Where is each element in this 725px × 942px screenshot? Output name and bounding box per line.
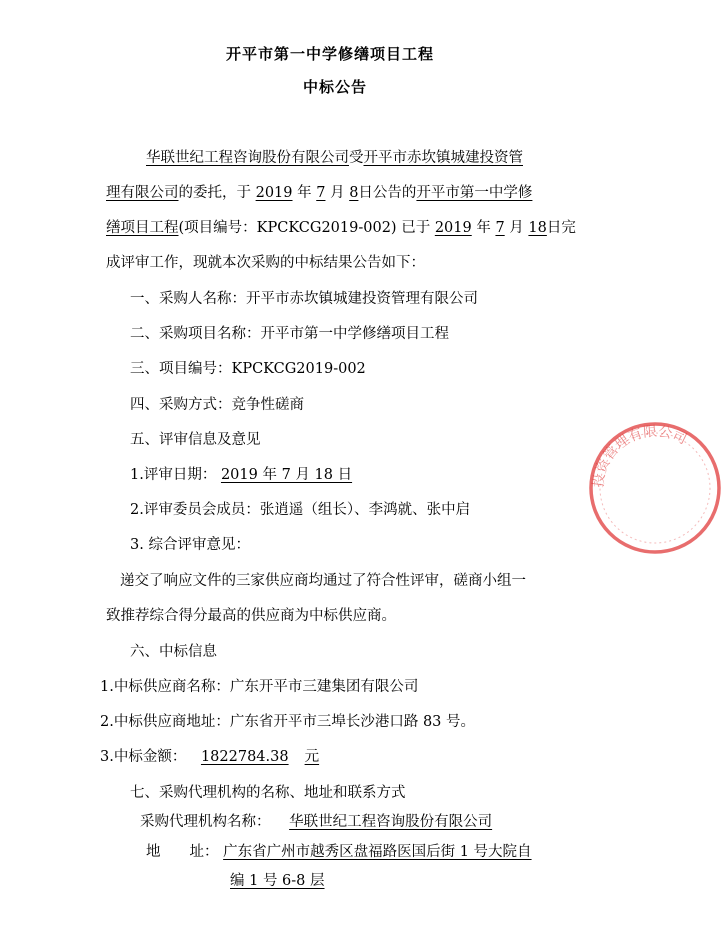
month-char: 月 — [330, 185, 345, 201]
review-date — [130, 465, 352, 485]
winning-amount-unit: 元 — [304, 749, 320, 765]
section-1: 一、采购人名称：开平市赤坎镇城建投资管理有限公司 — [130, 291, 478, 307]
done-day: 18 — [528, 220, 547, 236]
winner-name: 1.中标供应商名称：广东开平市三建集团有限公司 — [100, 679, 419, 695]
section-7: 七、采购代理机构的名称、地址和联系方式 — [130, 785, 406, 801]
day-notice: 日公告的 — [358, 185, 417, 201]
intro-line-4: 成评审工作，现就本次采购的中标结果公告如下： — [106, 255, 425, 271]
section-6: 六、中标信息 — [130, 644, 217, 660]
review-opinion-heading: 3. 综合评审意见： — [130, 537, 250, 553]
month-char-2: 月 — [509, 220, 524, 236]
winning-amount-label: 3.中标金额： — [100, 749, 187, 765]
agency-value: 华联世纪工程咨询股份有限公司 — [289, 814, 493, 830]
project-name-part2: 缮项目工程 — [106, 220, 179, 236]
winner-address: 2.中标供应商地址：广东省开平市三埠长沙港口路 83 号。 — [100, 714, 476, 730]
section-4: 四、采购方式：竞争性磋商 — [130, 397, 304, 413]
purchaser-name-part2: 理有限公司 — [106, 185, 179, 201]
publish-year: 2019 — [255, 185, 293, 201]
agency-label: 采购代理机构名称： — [140, 814, 271, 830]
winning-amount-value: 1822784.38 — [200, 749, 289, 765]
already-text: 已于 — [401, 220, 431, 236]
section-5: 五、评审信息及意见 — [130, 432, 261, 448]
review-opinion-line-1: 递交了响应文件的三家供应商均通过了符合性评审，磋商小组一 — [120, 573, 526, 589]
seal-text: 投资管理有限公司 — [590, 423, 690, 489]
project-number: (项目编号：KPCKCG2019-002) — [178, 220, 397, 236]
agency-row — [140, 812, 492, 832]
address-value-1: 广东省广州市越秀区盘福路医国后街 1 号大院自 — [223, 844, 532, 860]
address-row — [146, 842, 532, 862]
year-char: 年 — [297, 185, 312, 201]
agency-name: 华联世纪工程咨询股份有限公司 — [146, 150, 349, 166]
winning-amount — [100, 747, 325, 767]
review-opinion-line-2: 致推荐综合得分最高的供应商为中标供应商。 — [106, 608, 396, 624]
done-year: 2019 — [434, 220, 472, 236]
publish-day: 8 — [349, 185, 359, 201]
publish-month: 7 — [316, 185, 326, 201]
year-char-2: 年 — [476, 220, 491, 236]
done-tail: 日完 — [546, 220, 576, 236]
section-3: 三、项目编号：KPCKCG2019-002 — [130, 361, 366, 377]
project-name-part1: 开平市第一中学修 — [416, 185, 533, 201]
doc-subtitle: 中标公告 — [303, 78, 368, 96]
seal-outer-ring — [591, 424, 719, 552]
purchaser-name-part1: 开平市赤坎镇城建投资管 — [363, 150, 523, 166]
review-date-value: 2019 年 7 月 18 日 — [220, 467, 353, 483]
entrusted-by: 受 — [349, 150, 364, 166]
intro-line-1 — [146, 148, 523, 168]
intro-line-3 — [106, 218, 576, 238]
doc-title: 开平市第一中学修缮项目工程 — [226, 45, 435, 63]
review-members: 2.评审委员会成员：张逍遥（组长）、李鸿就、张中启 — [130, 502, 471, 518]
section-2: 二、采购项目名称：开平市第一中学修缮项目工程 — [130, 326, 449, 342]
intro-line-2 — [106, 183, 532, 203]
official-seal-stamp — [585, 418, 725, 558]
done-month: 7 — [495, 220, 505, 236]
address-value-2: 编 1 号 6-8 层 — [230, 873, 325, 889]
address-label: 地 址： — [146, 844, 219, 860]
review-date-label: 1.评审日期： — [130, 467, 217, 483]
commission-text: 的委托，于 — [178, 185, 251, 201]
